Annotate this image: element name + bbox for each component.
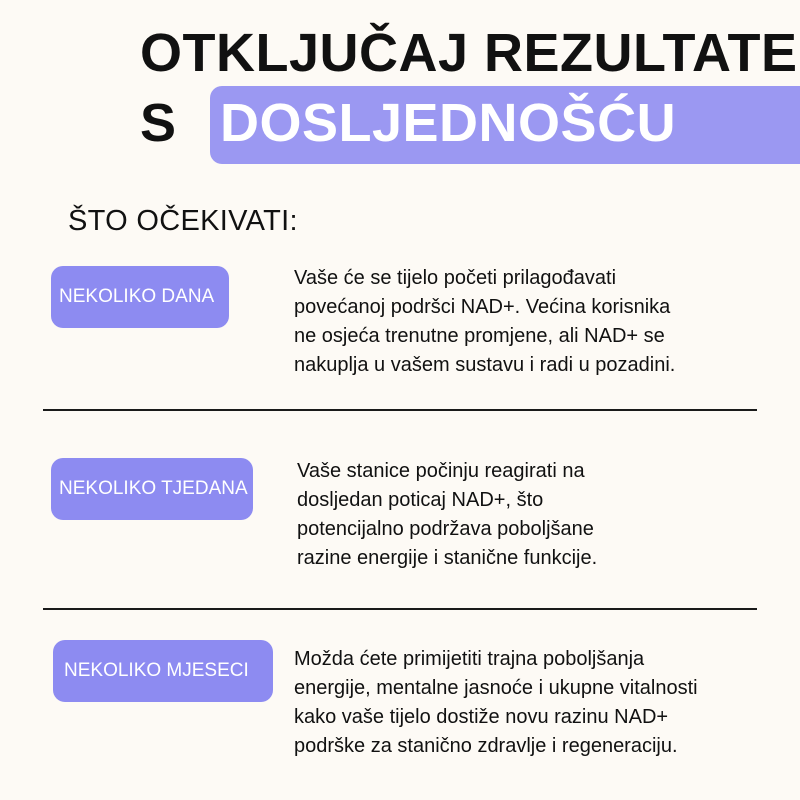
section-heading: ŠTO OČEKIVATI: xyxy=(68,205,298,237)
description-line: podrške za stanično zdravlje i regeneraciju. xyxy=(294,735,678,757)
timeline-label-months: NEKOLIKO MJESECI xyxy=(53,640,273,702)
description-line: Vaše stanice počinju reagirati na xyxy=(297,460,585,482)
description-line: dosljedan poticaj NAD+, što xyxy=(297,489,544,511)
title-line-1: OTKLJUČAJ REZULTATE xyxy=(140,23,798,83)
title-line-2-prefix: S xyxy=(140,93,177,153)
divider xyxy=(43,608,757,610)
description-line: nakuplja u vašem sustavu i radi u pozadini. xyxy=(294,354,676,376)
title-highlight-word: DOSLJEDNOŠĆU xyxy=(220,93,677,153)
description-line: potencijalno podržava poboljšane xyxy=(297,518,594,540)
timeline-label-days: NEKOLIKO DANA xyxy=(51,266,229,328)
description-line: razine energije i stanične funkcije. xyxy=(297,547,598,569)
timeline-description-months xyxy=(294,645,698,761)
timeline-label-weeks: NEKOLIKO TJEDANA xyxy=(51,458,253,520)
description-line: ne osjeća trenutne promjene, ali NAD+ se xyxy=(294,325,665,347)
description-line: povećanoj podršci NAD+. Većina korisnika xyxy=(294,296,671,318)
description-line: kako vaše tijelo dostiže novu razinu NAD+ xyxy=(294,706,669,728)
timeline-description-days xyxy=(294,264,675,380)
description-line: Možda ćete primijetiti trajna poboljšanja xyxy=(294,648,645,670)
divider xyxy=(43,409,757,411)
description-line: energije, mentalne jasnoće i ukupne vitalnosti xyxy=(294,677,698,699)
description-line: Vaše će se tijelo početi prilagođavati xyxy=(294,267,617,289)
timeline-description-weeks xyxy=(297,457,597,573)
